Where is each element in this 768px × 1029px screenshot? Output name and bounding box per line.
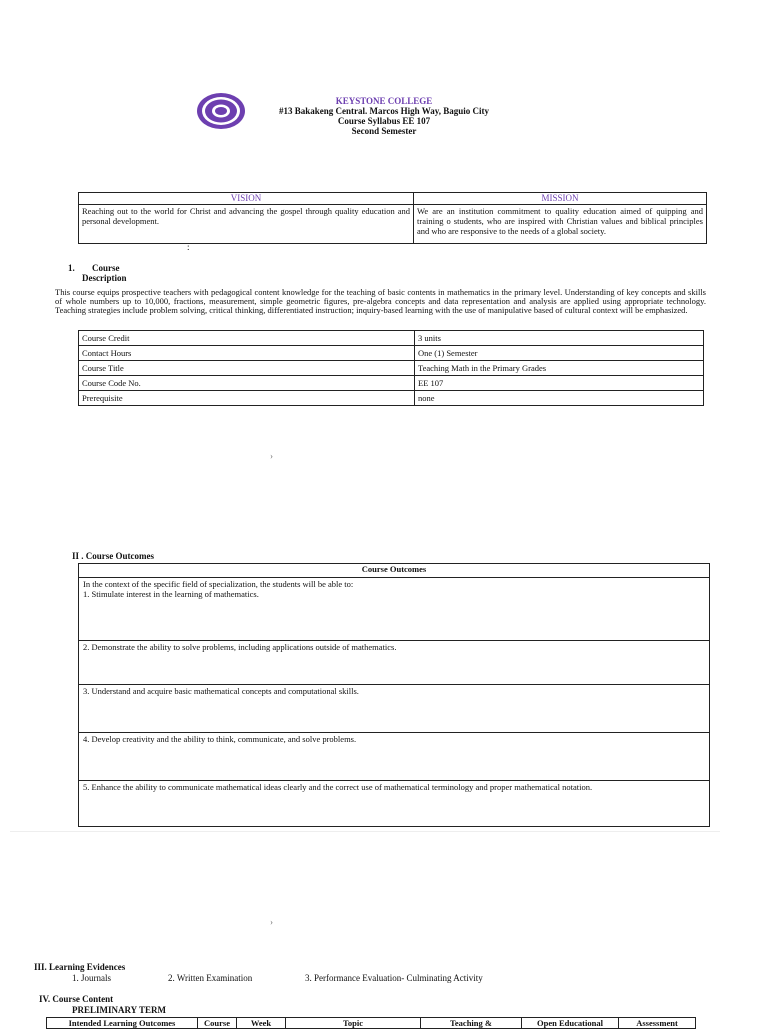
term-label: PRELIMINARY TERM	[72, 1005, 166, 1015]
evidence-item: 3. Performance Evaluation- Culminating Activity	[305, 973, 483, 983]
header-block	[270, 96, 498, 136]
info-value: One (1) Semester	[415, 346, 704, 361]
mission-header: MISSION	[414, 193, 707, 205]
table-row	[79, 376, 704, 391]
info-label: Course Credit	[79, 331, 415, 346]
column-header: Intended Learning Outcomes	[47, 1018, 198, 1029]
section4-title: IV. Course Content	[39, 994, 114, 1004]
evidence-item: 2. Written Examination	[168, 973, 253, 983]
course-content-table	[46, 1017, 696, 1029]
course-description: This course equips prospective teachers with pedagogical content knowledge for the teaching of basic contents in mathematics in the primary level. Understanding of key concepts and skills of whole numbers up to 10,000, fractions, measurement, simple geometric figures, pre-algebra concepts and data representation and analysis are applied using appropriate technology. Teaching strategies include problem solving, critical thinking, differentiated instruction; inquiry-based learning with the use of manipulative based of cultural context will be emphasized.	[55, 287, 706, 315]
vision-mission-table	[78, 192, 707, 244]
table-row	[79, 391, 704, 406]
outcome-item: 1. Stimulate interest in the learning of mathematics.	[83, 589, 259, 599]
info-value: Teaching Math in the Primary Grades	[415, 361, 704, 376]
table-row	[79, 361, 704, 376]
outcome-item: 5. Enhance the ability to communicate mathematical ideas clearly and the correct use of mathematical terminology and proper mathematical notation.	[79, 781, 710, 827]
college-address: #13 Bakakeng Central. Marcos High Way, Baguio City	[279, 106, 489, 116]
column-header: Assessment	[619, 1018, 696, 1029]
outcome-row-1	[79, 578, 710, 641]
college-seal-logo	[196, 92, 246, 130]
info-value: none	[415, 391, 704, 406]
column-header: Week	[237, 1018, 286, 1029]
info-label: Prerequisite	[79, 391, 415, 406]
info-label: Course Code No.	[79, 376, 415, 391]
mission-text: We are an institution commitment to quality education aimed of quipping and training o students, who are inspired with Christian values and biblical principles and who are responsive to the needs of a global society.	[414, 205, 707, 244]
vision-text: Reaching out to the world for Christ and advancing the gospel through quality education and personal development.	[79, 205, 414, 244]
section3-title: III. Learning Evidences	[34, 962, 126, 972]
column-header: Teaching &	[421, 1018, 522, 1029]
section1-number: 1.	[68, 263, 75, 273]
colon-mark: :	[187, 242, 190, 252]
info-label: Course Title	[79, 361, 415, 376]
column-header: Topic	[286, 1018, 421, 1029]
table-row	[79, 346, 704, 361]
section2-title: II . Course Outcomes	[72, 551, 154, 561]
page-mark-2: ›	[270, 917, 273, 927]
page-mark-1: ›	[270, 451, 273, 461]
course-outcomes-table	[78, 563, 710, 827]
outcome-item: 4. Develop creativity and the ability to think, communicate, and solve problems.	[79, 733, 710, 781]
evidence-item: 1. Journals	[72, 973, 111, 983]
table-row	[79, 331, 704, 346]
outcomes-header: Course Outcomes	[79, 564, 710, 578]
info-value: 3 units	[415, 331, 704, 346]
outcomes-intro: In the context of the specific field of specialization, the students will be able to:	[83, 579, 354, 589]
syllabus-title: Course Syllabus EE 107	[337, 116, 431, 126]
column-header: Course	[198, 1018, 237, 1029]
page-divider	[10, 831, 720, 832]
outcome-item: 2. Demonstrate the ability to solve problems, including applications outside of mathematics.	[79, 641, 710, 685]
column-header: Open Educational	[522, 1018, 619, 1029]
vision-header: VISION	[79, 193, 414, 205]
outcome-item: 3. Understand and acquire basic mathematical concepts and computational skills.	[79, 685, 710, 733]
section1-title-line2: Description	[82, 273, 127, 283]
section1-title-line1: Course	[92, 263, 120, 273]
info-value: EE 107	[415, 376, 704, 391]
semester-label: Second Semester	[351, 126, 417, 136]
info-label: Contact Hours	[79, 346, 415, 361]
college-name: KEYSTONE COLLEGE	[335, 96, 433, 106]
course-info-table	[78, 330, 704, 406]
